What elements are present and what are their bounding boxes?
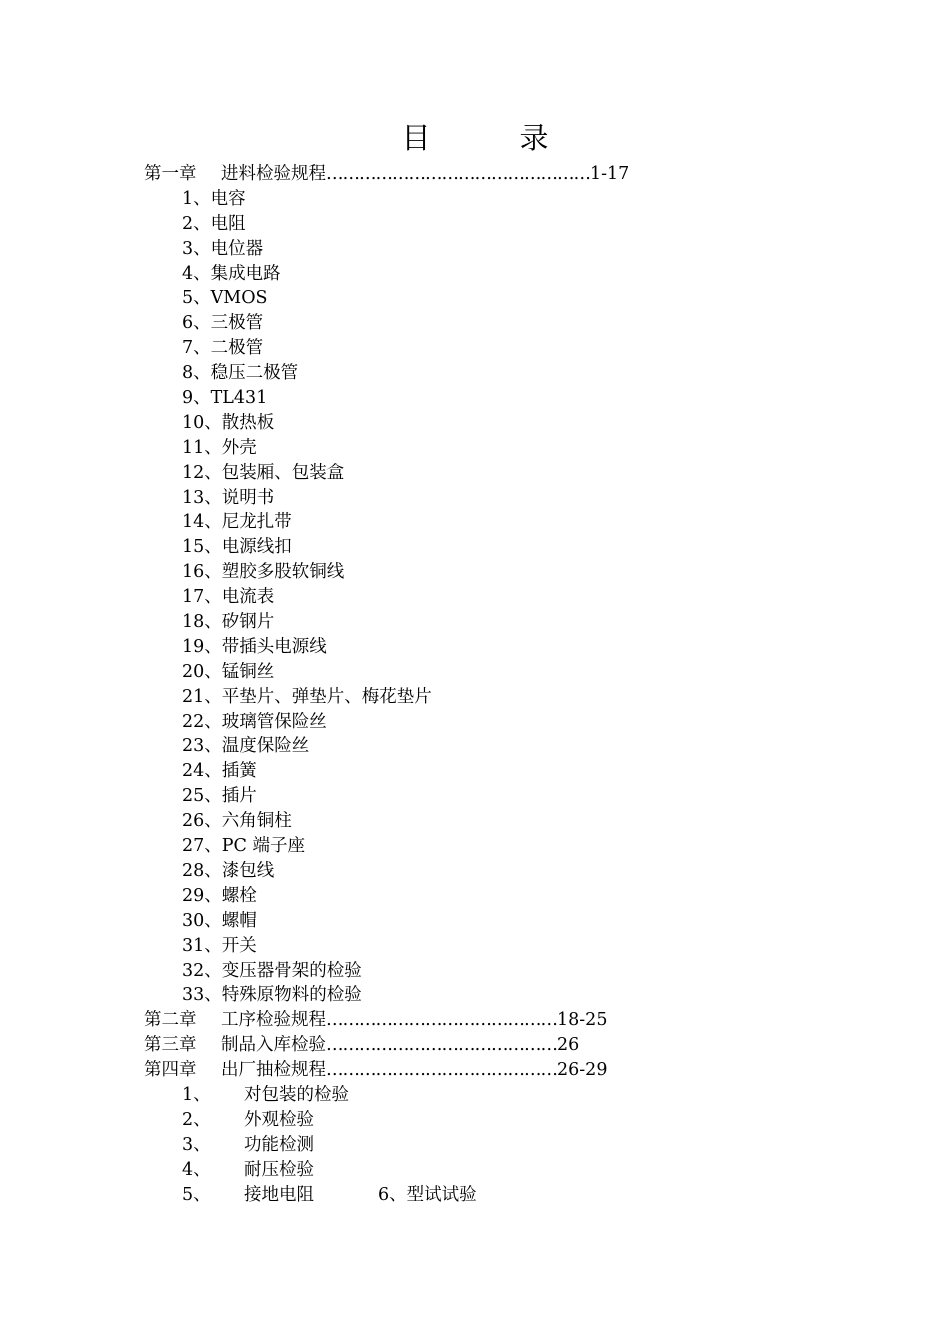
toc-chapter-2[interactable] [0, 1008, 950, 1033]
toc-item[interactable] [0, 411, 950, 436]
toc-item-label-extra: 6、型试试验 [378, 1184, 477, 1205]
chapter-title: 进料检验规程 [221, 164, 326, 184]
toc-item[interactable] [0, 759, 950, 784]
chapter-number: 第四章 [144, 1060, 197, 1081]
toc-item[interactable] [0, 1158, 950, 1183]
toc-item[interactable] [0, 1183, 950, 1208]
toc-item-label: 7、二极管 [182, 338, 264, 359]
table-of-contents [0, 162, 950, 1207]
toc-item-label: 28、漆包线 [182, 860, 275, 881]
toc-item[interactable] [0, 1108, 950, 1133]
toc-item-label: 22、玻璃管保险丝 [182, 711, 327, 732]
toc-item-label: 17、电流表 [182, 587, 275, 608]
toc-item-label: 24、插簧 [182, 761, 257, 782]
toc-item-number: 4、 [182, 1159, 211, 1180]
toc-item-label: 2、电阻 [182, 213, 246, 234]
toc-item[interactable] [0, 934, 950, 959]
chapter-entry [221, 162, 629, 187]
toc-item[interactable] [0, 834, 950, 859]
toc-item-label: 3、电位器 [182, 238, 264, 259]
toc-item[interactable] [0, 734, 950, 759]
leader-dots: …………………………………… [326, 1060, 557, 1081]
chapter-entry [221, 1008, 607, 1033]
toc-item[interactable] [0, 983, 950, 1008]
toc-item-label: 11、外壳 [182, 437, 257, 458]
toc-item[interactable] [0, 710, 950, 735]
toc-item[interactable] [0, 336, 950, 361]
toc-item-label: 9、TL431 [182, 388, 268, 409]
toc-item-label: 32、变压器骨架的检验 [182, 960, 362, 981]
toc-item-label: 1、电容 [182, 188, 246, 209]
page-range: 18-25 [557, 1010, 608, 1031]
page-range: 1-17 [590, 164, 630, 184]
toc-item-label: 21、平垫片、弹垫片、梅花垫片 [182, 686, 432, 707]
toc-item[interactable] [0, 286, 950, 311]
chapter-title: 出厂抽检规程 [221, 1060, 326, 1081]
toc-item[interactable] [0, 461, 950, 486]
toc-item-label: 26、六角铜柱 [182, 811, 292, 832]
toc-item-label: 外观检验 [244, 1109, 314, 1130]
toc-item-label: 14、尼龙扎带 [182, 512, 292, 533]
toc-item[interactable] [0, 535, 950, 560]
toc-item-label: 20、锰铜丝 [182, 661, 275, 682]
chapter-title: 制品入库检验 [221, 1035, 326, 1056]
page-range: 26 [557, 1035, 580, 1056]
toc-item[interactable] [0, 685, 950, 710]
toc-item[interactable] [0, 784, 950, 809]
toc-chapter-1[interactable] [0, 162, 950, 187]
toc-item[interactable] [0, 262, 950, 287]
toc-item[interactable] [0, 610, 950, 635]
toc-item[interactable] [0, 237, 950, 262]
toc-item[interactable] [0, 959, 950, 984]
toc-item-label: 接地电阻 [244, 1184, 314, 1205]
toc-item-label: 16、塑胶多股软铜线 [182, 562, 345, 583]
toc-item-number: 2、 [182, 1109, 211, 1130]
toc-item[interactable] [0, 187, 950, 212]
toc-item[interactable] [0, 361, 950, 386]
toc-item-label: 6、三极管 [182, 313, 264, 334]
leader-dots: …………………………………… [326, 1035, 557, 1056]
chapter-entry [221, 1058, 607, 1083]
toc-item-label: 25、插片 [182, 786, 257, 807]
toc-item[interactable] [0, 436, 950, 461]
toc-item-label: 5、VMOS [182, 288, 268, 309]
page-range: 26-29 [557, 1060, 608, 1081]
chapter-number: 第一章 [144, 164, 197, 184]
toc-item-label: 30、螺帽 [182, 910, 257, 931]
toc-item-label: 13、说明书 [182, 487, 275, 508]
toc-item[interactable] [0, 510, 950, 535]
toc-item[interactable] [0, 660, 950, 685]
toc-chapter-3[interactable] [0, 1033, 950, 1058]
toc-item-label: 12、包装厢、包装盒 [182, 462, 345, 483]
toc-item-label: 8、稳压二极管 [182, 363, 299, 384]
toc-item-label: 10、散热板 [182, 412, 275, 433]
toc-item-label: 4、集成电路 [182, 263, 281, 284]
toc-item-label: 29、螺栓 [182, 885, 257, 906]
toc-item[interactable] [0, 859, 950, 884]
chapter-number: 第二章 [144, 1010, 197, 1031]
toc-item-label: 33、特殊原物料的检验 [182, 985, 362, 1006]
toc-item[interactable] [0, 1133, 950, 1158]
toc-item-number: 1、 [182, 1084, 211, 1105]
toc-item-label: 19、带插头电源线 [182, 636, 327, 657]
chapter-entry [221, 1033, 579, 1058]
toc-item[interactable] [0, 585, 950, 610]
toc-chapter-4[interactable] [0, 1058, 950, 1083]
toc-item-number: 3、 [182, 1134, 211, 1155]
toc-item-number: 5、 [182, 1184, 211, 1205]
toc-item-label: 18、矽钢片 [182, 612, 275, 633]
leader-dots: …………………………………… [326, 1010, 557, 1031]
toc-item[interactable] [0, 486, 950, 511]
page-title: 目 录 [401, 121, 579, 155]
chapter-number: 第三章 [144, 1035, 197, 1056]
toc-item-label: 23、温度保险丝 [182, 736, 310, 757]
toc-item[interactable] [0, 635, 950, 660]
leader-dots: ………………………………………… [326, 164, 590, 184]
chapter-title: 工序检验规程 [221, 1010, 326, 1031]
toc-item[interactable] [0, 884, 950, 909]
toc-item[interactable] [0, 386, 950, 411]
toc-item[interactable] [0, 212, 950, 237]
toc-item[interactable] [0, 809, 950, 834]
toc-item-label: 31、开关 [182, 935, 257, 956]
toc-item-label: 对包装的检验 [244, 1084, 349, 1105]
toc-item[interactable] [0, 1083, 950, 1108]
toc-item-label: 耐压检验 [244, 1159, 314, 1180]
toc-item-label: 功能检测 [244, 1134, 314, 1155]
toc-item[interactable] [0, 560, 950, 585]
toc-item-label: 27、PC 端子座 [182, 836, 305, 857]
toc-item-label: 15、电源线扣 [182, 537, 292, 558]
toc-item[interactable] [0, 909, 950, 934]
toc-item[interactable] [0, 311, 950, 336]
